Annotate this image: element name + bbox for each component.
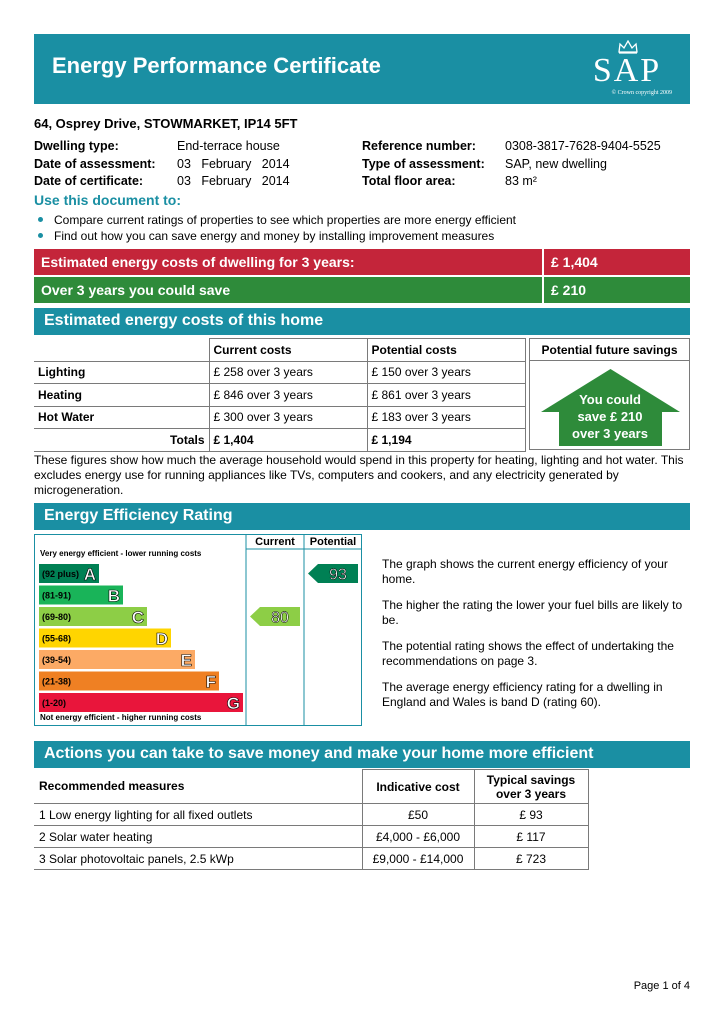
potential-column-header: Potential [309, 536, 357, 548]
table-row [34, 361, 525, 384]
details-right [362, 138, 661, 191]
potential-cost: £ 150 over 3 years [367, 361, 525, 384]
column-header: Current costs [209, 339, 367, 362]
measure-cost: £9,000 - £14,000 [362, 848, 474, 870]
row-label: Heating [34, 384, 209, 407]
detail-value: 0308-3817-7628-9404-5525 [505, 139, 661, 153]
rating-band-g [39, 693, 243, 712]
band-range-label: (39-54) [42, 655, 72, 665]
band-range-label: (21-38) [42, 676, 72, 687]
detail-label: Dwelling type: [34, 139, 119, 153]
totals-label: Totals [34, 429, 209, 452]
band-letter: A [83, 565, 96, 584]
future-savings-box [529, 338, 690, 450]
costs-section-heading: Estimated energy costs of this home [34, 308, 690, 335]
estimated-cost-value: £ 1,404 [544, 249, 690, 275]
totals-row [34, 429, 525, 452]
rating-paragraph: The higher the rating the lower your fuel bills are likely to be. [382, 598, 683, 627]
savings-callout [550, 391, 670, 442]
potential-rating-marker-value: 93 [329, 566, 347, 584]
savings-callout-line: over 3 years [572, 426, 648, 441]
measure-name: 3 Solar photovoltaic panels, 2.5 kWp [34, 848, 362, 870]
savings-callout-line: You could [579, 392, 641, 407]
costs-note: These figures show how much the average household would spend in this property for heating, lighting and hot water. This excludes energy use for running appliances like TVs, computers and cookers, and any electricity generated by microgeneration. [34, 453, 684, 497]
detail-label: Total floor area: [362, 174, 456, 188]
rating-explanation [382, 557, 690, 721]
top-scale-label: Very energy efficient - lower running costs [40, 549, 202, 558]
bullet-item: Compare current ratings of properties to see which properties are more energy efficient [38, 212, 516, 228]
band-range-label: (81-91) [42, 590, 72, 601]
column-header: Recommended measures [34, 770, 362, 804]
potential-rating-marker [308, 564, 358, 584]
use-document-heading: Use this document to: [34, 192, 182, 208]
table-row [34, 826, 588, 848]
detail-row [362, 173, 661, 191]
certificate-header [34, 34, 690, 104]
detail-label: Date of certificate: [34, 174, 144, 188]
measure-cost: £4,000 - £6,000 [362, 826, 474, 848]
logo-text: SAP [592, 52, 662, 89]
efficiency-rating-chart [34, 534, 362, 726]
blank-header [34, 339, 209, 362]
band-letter: F [205, 672, 216, 692]
property-address: 64, Osprey Drive, STOWMARKET, IP14 5FT [34, 116, 298, 131]
rating-section-heading: Energy Efficiency Rating [34, 503, 690, 530]
detail-label: Reference number: [362, 139, 476, 153]
table-header-row [34, 339, 525, 362]
table-row [34, 384, 525, 407]
measure-saving: £ 93 [474, 804, 588, 826]
detail-value: 83 m² [505, 174, 537, 188]
table-row [34, 848, 588, 870]
band-letter: E [180, 651, 192, 670]
row-label: Hot Water [34, 406, 209, 429]
rating-paragraph: The average energy efficiency rating for a dwelling in England and Wales is band D (rating 60). [382, 680, 663, 709]
table-row [34, 406, 525, 429]
band-letter: C [131, 608, 144, 627]
column-header: Typical savings over 3 years [474, 770, 588, 804]
measure-saving: £ 723 [474, 848, 588, 870]
detail-row [362, 138, 661, 156]
costs-table [34, 338, 526, 452]
detail-value: 03 February 2014 [177, 156, 290, 171]
use-bullets [38, 212, 516, 244]
rating-paragraph: The potential rating shows the effect of undertaking the recommendations on page 3. [382, 639, 674, 668]
future-savings-header: Potential future savings [530, 339, 689, 361]
bullet-item: Find out how you can save energy and money by installing improvement measures [38, 228, 516, 244]
actions-table [34, 769, 589, 870]
estimated-cost-bar [34, 249, 690, 275]
page-title: Energy Performance Certificate [52, 53, 381, 78]
current-rating-marker-value: 80 [271, 609, 289, 627]
band-range-label: (1-20) [42, 698, 67, 708]
detail-label: Type of assessment: [362, 156, 485, 171]
band-range-label: (69-80) [42, 612, 72, 622]
current-cost: £ 300 over 3 years [209, 406, 367, 429]
estimated-cost-label: Estimated energy costs of dwelling for 3 years: [34, 249, 542, 275]
savings-label: Over 3 years you could save [34, 277, 542, 303]
savings-bar [34, 277, 690, 303]
band-letter: D [155, 629, 168, 649]
row-label: Lighting [34, 361, 209, 384]
savings-callout-line: save £ 210 [577, 409, 643, 424]
table-row [34, 804, 588, 826]
current-column-header: Current [255, 536, 295, 548]
bottom-scale-label: Not energy efficient - higher running costs [40, 713, 202, 722]
band-letter: G [226, 694, 240, 713]
details-left [34, 138, 290, 191]
detail-row [34, 156, 290, 174]
measure-cost: £50 [362, 804, 474, 826]
column-header: Indicative cost [362, 770, 474, 804]
savings-value: £ 210 [544, 277, 690, 303]
band-range-label: (92 plus) [42, 569, 80, 579]
current-cost: £ 846 over 3 years [209, 384, 367, 407]
band-range-label: (55-68) [42, 633, 72, 644]
detail-row [34, 138, 290, 156]
band-letter: B [107, 586, 120, 606]
measure-name: 1 Low energy lighting for all fixed outlets [34, 804, 362, 826]
actions-section-heading: Actions you can take to save money and make your home more efficient [34, 741, 690, 768]
measure-saving: £ 117 [474, 826, 588, 848]
detail-value: SAP, new dwelling [505, 156, 607, 171]
table-header-row [34, 770, 588, 804]
detail-row [362, 156, 661, 174]
potential-cost: £ 861 over 3 years [367, 384, 525, 407]
column-header: Potential costs [367, 339, 525, 362]
detail-value: 03 February 2014 [177, 174, 290, 188]
detail-value: End-terrace house [177, 139, 280, 153]
detail-label: Date of assessment: [34, 156, 156, 171]
potential-cost: £ 183 over 3 years [367, 406, 525, 429]
total-current: £ 1,404 [209, 429, 367, 452]
rating-paragraph: The graph shows the current energy efficiency of your home. [382, 557, 668, 586]
detail-row [34, 173, 290, 191]
total-potential: £ 1,194 [367, 429, 525, 452]
measure-name: 2 Solar water heating [34, 826, 362, 848]
page-number: Page 1 of 4 [633, 980, 690, 992]
current-cost: £ 258 over 3 years [209, 361, 367, 384]
copyright-text: © Crown copyright 2009 [611, 90, 672, 96]
sap-logo [582, 40, 672, 98]
current-rating-marker [250, 607, 300, 627]
